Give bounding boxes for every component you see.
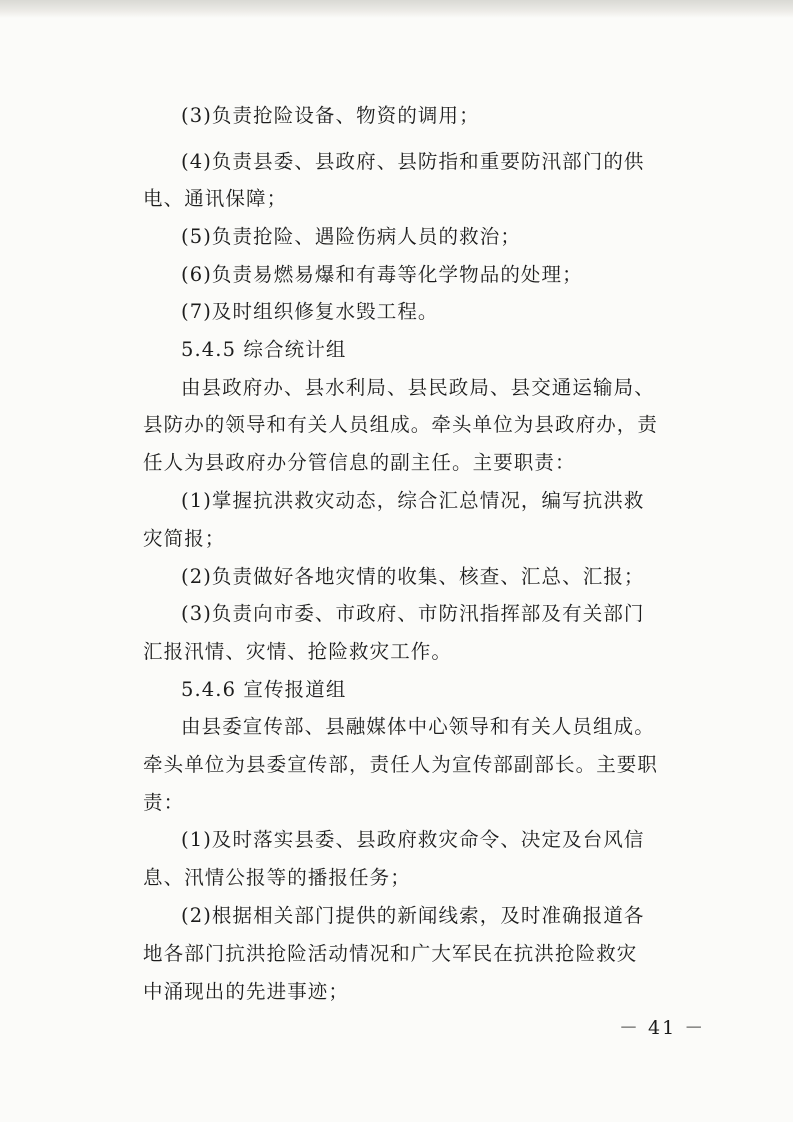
paragraph-line: 县防办的领导和有关人员组成。牵头单位为县政府办，责 — [143, 413, 659, 436]
paragraph-line: (7)及时组织修复水毁工程。 — [181, 300, 439, 323]
paragraph-line: (2)根据相关部门提供的新闻线索，及时准确报道各 — [181, 904, 645, 927]
paragraph-line: 电、通讯保障； — [143, 187, 288, 210]
paragraph-line: 责： — [143, 791, 185, 814]
paragraph-line: (3)负责抢险设备、物资的调用； — [181, 104, 480, 127]
paragraph-line: (1)掌握抗洪救灾动态，综合汇总情况，编写抗洪救 — [181, 489, 645, 512]
paragraph-line: 牵头单位为县委宣传部，责任人为宣传部副部长。主要职 — [143, 753, 659, 776]
paragraph-line: (3)负责向市委、市政府、市防汛指挥部及有关部门 — [181, 602, 645, 625]
paragraph-line: 由县委宣传部、县融媒体中心领导和有关人员组成。 — [181, 715, 655, 738]
paragraph-line: 地各部门抗洪抢险活动情况和广大军民在抗洪抢险救灾 — [143, 942, 638, 965]
section-heading: 5.4.6 宣传报道组 — [181, 678, 347, 701]
page-number: － 41 － — [619, 1017, 706, 1039]
paragraph-line: 由县政府办、县水利局、县民政局、县交通运输局、 — [181, 376, 655, 399]
paragraph-line: (1)及时落实县委、县政府救灾命令、决定及台风信 — [181, 828, 645, 851]
paragraph-line: 灾简报； — [143, 527, 226, 550]
paragraph-line: 汇报汛情、灾情、抢险救灾工作。 — [143, 640, 453, 663]
paragraph-line: (2)负责做好各地灾情的收集、核查、汇总、汇报； — [181, 565, 645, 588]
section-heading: 5.4.5 综合统计组 — [181, 338, 347, 361]
scan-edge — [0, 0, 793, 18]
paragraph-line: (6)负责易燃易爆和有毒等化学物品的处理； — [181, 263, 583, 286]
paragraph-line: (5)负责抢险、遇险伤病人员的救治； — [181, 225, 521, 248]
paragraph-line: 息、汛情公报等的播报任务； — [143, 866, 411, 889]
paragraph-line: 任人为县政府办分管信息的副主任。主要职责： — [143, 451, 576, 474]
paragraph-line: 中涌现出的先进事迹； — [143, 980, 350, 1003]
paragraph-line: (4)负责县委、县政府、县防指和重要防汛部门的供 — [181, 150, 645, 173]
